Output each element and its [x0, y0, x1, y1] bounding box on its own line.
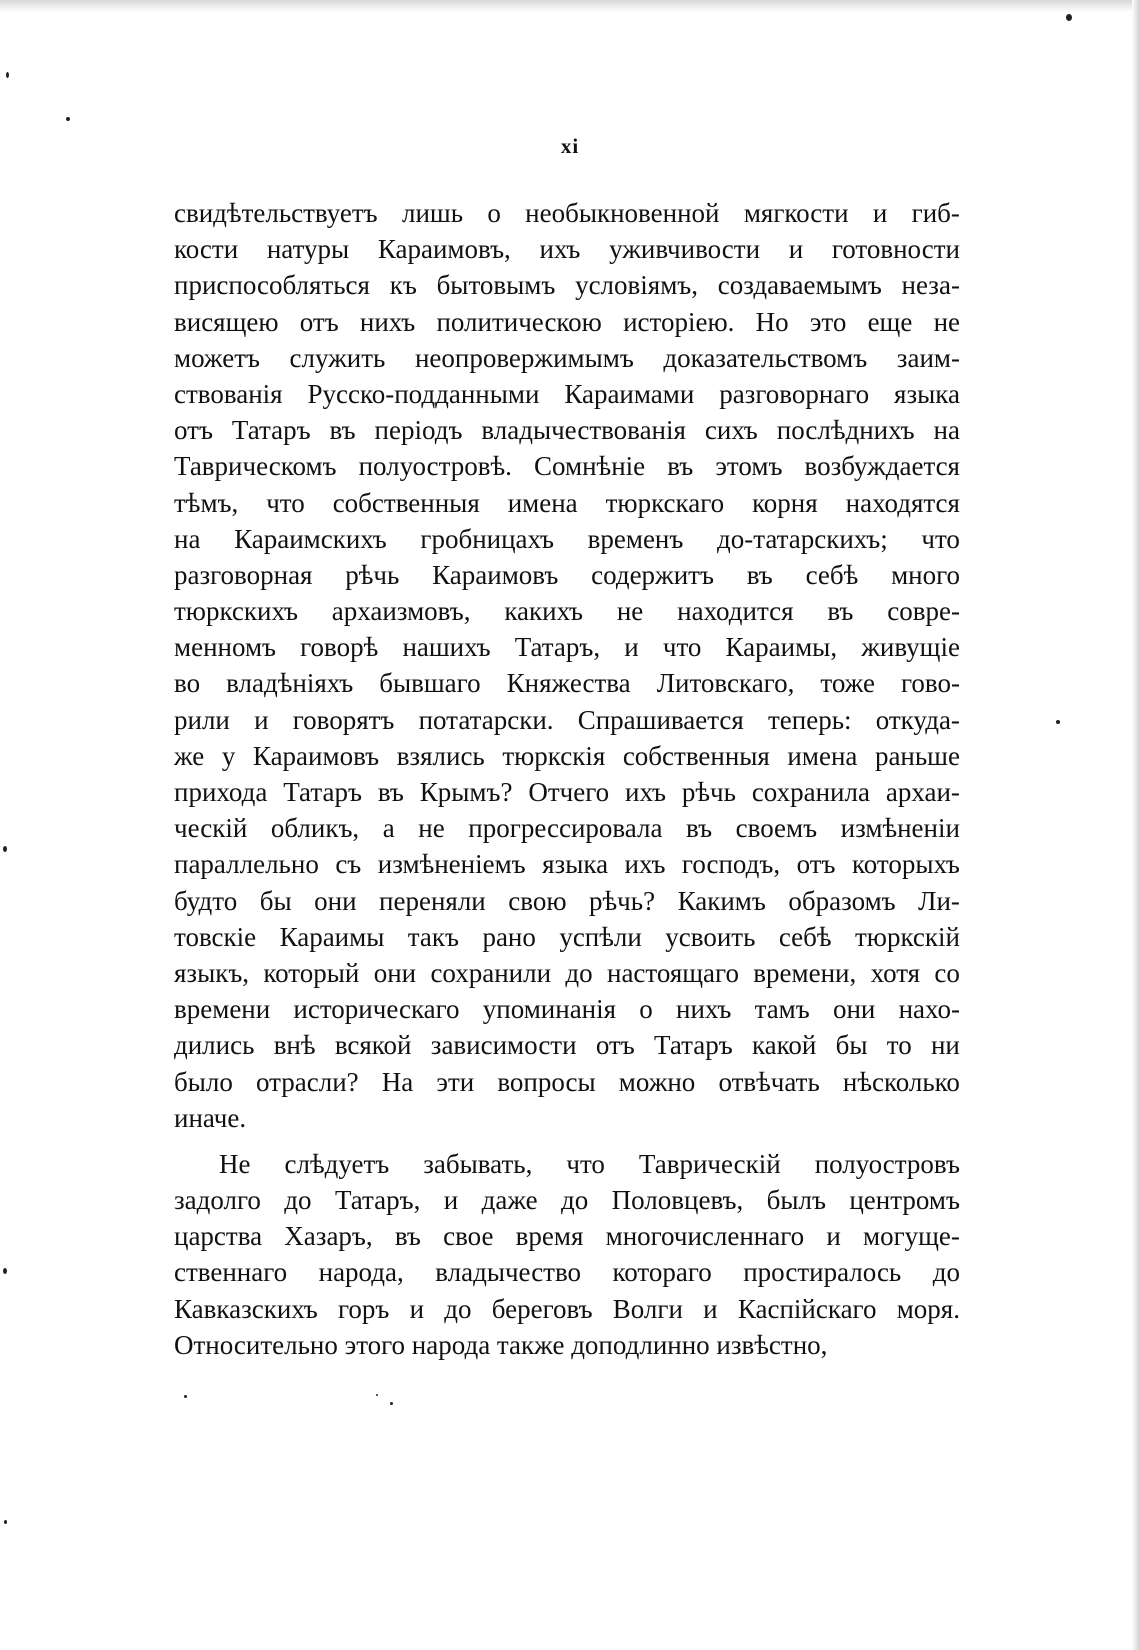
scan-speck	[6, 72, 9, 78]
text-line: ственнаго народа, владычество котораго простиралось до	[174, 1257, 960, 1288]
text-line: Относительно этого народа также доподлинно извѣстно,	[174, 1329, 828, 1360]
scan-speck	[390, 1402, 393, 1405]
scan-speck	[3, 1268, 7, 1274]
text-line: ческій обликъ, а не прогрессировала въ своемъ измѣненіи	[174, 813, 960, 844]
text-line: дились внѣ всякой зависимости отъ Татаръ какой бы то ни	[174, 1030, 960, 1061]
text-line: рили и говорятъ потатарски. Спрашивается теперь: откуда-	[174, 704, 960, 735]
page-number: xi	[560, 134, 580, 158]
text-line: на Караимскихъ гробницахъ временъ до-татарскихъ; что	[174, 523, 960, 554]
text-line: будто бы они переняли свою рѣчь? Какимъ образомъ Ли-	[174, 885, 960, 916]
scan-speck	[1066, 14, 1072, 21]
paragraph-gap	[174, 1136, 960, 1146]
text-line: можетъ служить неопровержимымъ доказательствомъ заим-	[174, 342, 960, 373]
scan-speck	[1056, 720, 1060, 724]
scan-speck	[66, 117, 70, 121]
text-line: тюркскихъ архаизмовъ, какихъ не находится въ совре-	[174, 596, 960, 627]
text-line: было отрасли? На эти вопросы можно отвѣчать нѣсколько	[174, 1066, 960, 1097]
scan-speck	[4, 1520, 7, 1524]
text-line: разговорная рѣчь Караимовъ содержитъ въ себѣ много	[174, 559, 960, 590]
text-line: отъ Татаръ въ періодъ владычествованія сихъ послѣднихъ на	[174, 415, 960, 446]
text-line: свидѣтельствуетъ лишь о необыкновенной мягкости и гиб-	[174, 198, 960, 228]
scan-speck	[376, 1394, 378, 1396]
text-line: языкъ, который они сохранили до настоящаго времени, хотя со	[174, 957, 960, 988]
scan-top-edge	[0, 0, 1140, 12]
text-line: прихода Татаръ въ Крымъ? Отчего ихъ рѣчь сохранила архаи-	[174, 777, 960, 807]
scan-right-edge	[1132, 0, 1140, 1650]
paragraph	[174, 1146, 960, 1363]
paragraph	[174, 195, 960, 1136]
text-line: приспособляться къ бытовымъ условіямъ, создаваемымъ неза-	[174, 270, 960, 301]
text-line: товскіе Караимы такъ рано успѣли усвоить себѣ тюркскій	[174, 921, 960, 952]
text-line: задолго до Татаръ, и даже до Половцевъ, былъ центромъ	[174, 1185, 960, 1216]
text-line: Таврическомъ полуостровѣ. Сомнѣніе въ этомъ возбуждается	[174, 451, 960, 482]
text-line: же у Караимовъ взялись тюркскія собственныя имена раньше	[174, 740, 960, 771]
text-line: Не слѣдуетъ забывать, что Таврическій полуостровъ	[219, 1148, 960, 1179]
text-line: кости натуры Караимовъ, ихъ уживчивости и готовности	[174, 234, 960, 265]
text-line: висящею отъ нихъ политическою исторіею. Но это еще не	[174, 306, 960, 337]
text-line: царства Хазаръ, въ свое время многочисленнаго и могуще-	[174, 1221, 960, 1252]
text-line: ствованія Русско-подданными Караимами разговорнаго языка	[174, 378, 960, 409]
text-line: времени историческаго упоминанія о нихъ тамъ они нахо-	[174, 994, 960, 1025]
text-line: параллельно съ измѣненіемъ языка ихъ господъ, отъ которыхъ	[174, 849, 960, 880]
text-line: иначе.	[174, 1102, 247, 1133]
text-line: менномъ говорѣ нашихъ Татаръ, и что Караимы, живущіе	[174, 632, 960, 663]
text-line: тѣмъ, что собственныя имена тюркскаго корня находятся	[174, 487, 960, 518]
scan-speck	[3, 846, 7, 852]
text-line: Кавказскихъ горъ и до береговъ Волги и Каспійскаго моря.	[174, 1293, 960, 1324]
body-text	[174, 195, 960, 1363]
text-line: во владѣніяхъ бывшаго Княжества Литовскаго, тоже гово-	[174, 668, 960, 699]
scan-speck	[184, 1395, 187, 1398]
